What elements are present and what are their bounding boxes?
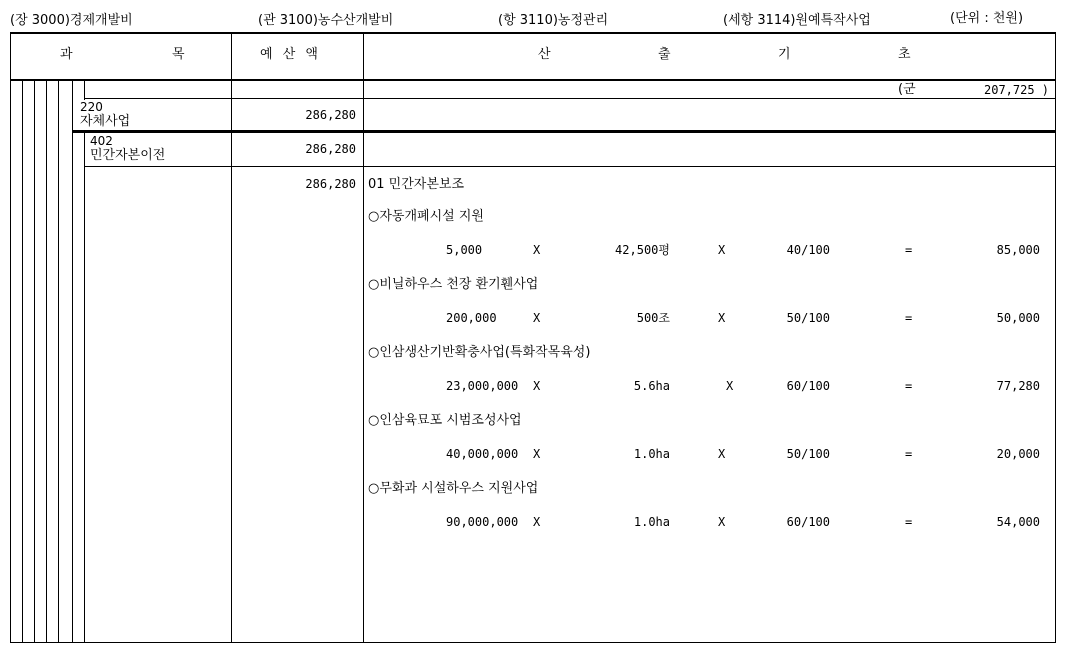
col-header-basis-3: 기 [778, 47, 791, 62]
row-402-bottom [84, 166, 1056, 167]
header-jang: (장 3000)경제개발비 [10, 13, 133, 28]
indent-line-2 [34, 80, 35, 643]
item-quantity: 500조 [636, 311, 670, 325]
item-equals: = [905, 243, 913, 257]
item-name: ○무화과 시설하우스 지원사업 [368, 481, 539, 496]
item-quantity: 5.6ha [633, 379, 670, 393]
table-bottom-border [10, 642, 1056, 643]
item-name: ○인삼생산기반확충사업(특화작목육성) [368, 345, 591, 360]
col-header-basis-1: 산 [538, 47, 551, 62]
item-times-2: X [726, 379, 734, 393]
item-times-2: X [718, 311, 726, 325]
header-bottom-border [10, 79, 1056, 81]
col-header-budget: 예 산 액 [260, 47, 318, 62]
header-unit: (단위 : 천원) [950, 11, 1024, 26]
row-220-bottom [72, 130, 1056, 133]
item-quantity: 1.0ha [633, 515, 670, 529]
item-equals: = [905, 515, 913, 529]
detail-amount: 286,280 [305, 177, 356, 191]
item-times-1: X [533, 447, 541, 461]
summary-amount: 207,725 ) [984, 83, 1050, 97]
item-ratio: 50/100 [786, 447, 830, 461]
item-quantity: 42,500평 [615, 243, 670, 257]
detail-title: 01 민간자본보조 [368, 177, 465, 192]
header-gwan: (관 3100)농수산개발비 [258, 13, 394, 28]
indent-line-1 [22, 80, 23, 643]
indent-line-3 [46, 80, 47, 643]
summary-row-bottom [84, 98, 1056, 99]
table-right-border [1055, 32, 1056, 643]
item-total: 20,000 [996, 447, 1040, 461]
row-402-amount: 286,280 [305, 142, 356, 156]
item-quantity: 1.0ha [633, 447, 670, 461]
item-equals: = [905, 379, 913, 393]
col-header-subject-b: 목 [172, 47, 185, 62]
indent-line-4 [58, 80, 59, 643]
item-total: 50,000 [996, 311, 1040, 325]
item-total: 54,000 [996, 515, 1040, 529]
item-equals: = [905, 311, 913, 325]
item-unit-price: 23,000,000 [446, 379, 519, 393]
item-ratio: 60/100 [786, 379, 830, 393]
item-ratio: 40/100 [786, 243, 830, 257]
item-unit-price: 90,000,000 [446, 515, 519, 529]
row-220-name: 자체사업 [80, 114, 131, 129]
col-header-subject-a: 과 [60, 47, 73, 62]
item-unit-price: 40,000,000 [446, 447, 519, 461]
item-name: ○자동개폐시설 지원 [368, 209, 484, 224]
table-left-border [10, 32, 11, 643]
indent-line-5 [72, 80, 73, 643]
header-hang: (항 3110)농정관리 [498, 13, 609, 28]
item-name: ○비닐하우스 천장 환기휀사업 [368, 277, 539, 292]
indent-line-6 [84, 80, 85, 100]
row-402-code: 402 [90, 134, 113, 148]
row-220-amount: 286,280 [305, 108, 356, 122]
header-sehang: (세항 3114)원예특작사업 [723, 13, 871, 28]
item-total: 77,280 [996, 379, 1040, 393]
item-equals: = [905, 447, 913, 461]
item-times-1: X [533, 379, 541, 393]
item-times-1: X [533, 515, 541, 529]
item-times-2: X [718, 243, 726, 257]
col-header-basis-4: 초 [898, 47, 911, 62]
budget-basis-divider [363, 32, 364, 643]
item-ratio: 50/100 [786, 311, 830, 325]
item-total: 85,000 [996, 243, 1040, 257]
subject-budget-divider [231, 32, 232, 643]
col-header-basis-2: 출 [658, 47, 671, 62]
row-402-name: 민간자본이전 [90, 148, 166, 163]
table-top-border [10, 32, 1056, 34]
item-times-1: X [533, 243, 541, 257]
summary-label: (군 [898, 82, 916, 97]
item-times-2: X [718, 515, 726, 529]
item-unit-price: 200,000 [446, 311, 497, 325]
item-unit-price: 5,000 [446, 243, 483, 257]
item-ratio: 60/100 [786, 515, 830, 529]
item-times-2: X [718, 447, 726, 461]
row-220-code: 220 [80, 100, 103, 114]
item-name: ○인삼육묘포 시범조성사업 [368, 413, 522, 428]
indent-line-6b [84, 133, 85, 643]
item-times-1: X [533, 311, 541, 325]
